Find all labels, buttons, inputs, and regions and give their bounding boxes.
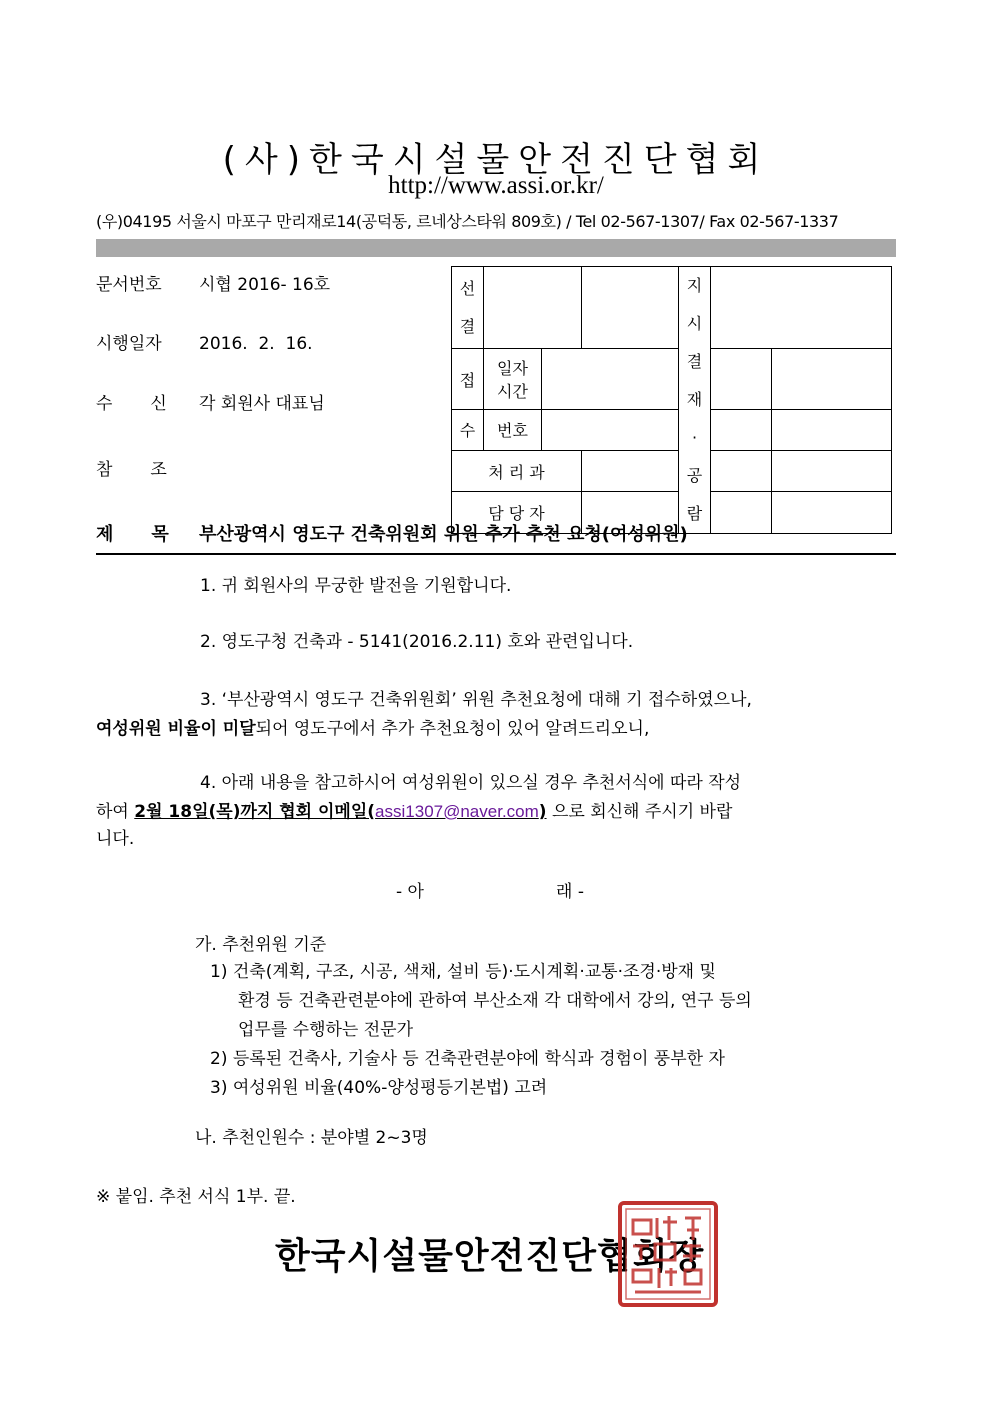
section-ga-title: 가. 추천위원 기준 xyxy=(195,935,327,955)
receipt-number-value xyxy=(542,410,679,451)
reference-row xyxy=(96,455,205,480)
org-address: (우)04195 서울시 마포구 만리재로14(공덕동, 르네상스타워 809호) / Tel 02-567-1307/ Fax 02-567-1337 xyxy=(96,212,839,231)
paragraph-3-line-2: 여성위원 비율이 미달되어 영도구에서 추가 추천요청이 있어 알려드리오니, xyxy=(96,719,650,739)
paragraph-4-line-3: 니다. xyxy=(96,829,135,849)
processing-dept-label: 처 리 과 xyxy=(452,450,582,492)
criteria-item-1-line-3: 업무를 수행하는 전문가 xyxy=(238,1020,414,1040)
issue-date-label: 시행일자 xyxy=(96,334,162,354)
subject-divider xyxy=(96,553,896,555)
receipt-date-time-label: 일자 시간 xyxy=(484,349,542,410)
circulation-cell-2 xyxy=(772,349,892,410)
receipt-number-label: 번호 xyxy=(484,410,542,451)
official-seal-stamp xyxy=(617,1200,719,1308)
below-marker-right: 래 - xyxy=(556,882,584,902)
approval-sign-cell-2 xyxy=(582,267,679,349)
instruction-label-cell: 지 시 결 재 · 공 람 xyxy=(679,267,711,534)
doc-number-value: 시협 2016- 16호 xyxy=(199,275,331,295)
approval-box xyxy=(451,266,892,534)
section-na: 나. 추천인원수 : 분야별 2~3명 xyxy=(195,1128,428,1148)
circulation-cell-1 xyxy=(711,349,772,410)
approval-sign-cell-1 xyxy=(484,267,582,349)
paragraph-4-line-1: 4. 아래 내용을 참고하시어 여성위원이 있으실 경우 추천서식에 따라 작성 xyxy=(200,773,742,793)
issue-date-value: 2016. 2. 16. xyxy=(199,334,313,354)
attachment-note: ※ 붙임. 추천 서식 1부. 끝. xyxy=(96,1187,296,1207)
doc-number-label: 문서번호 xyxy=(96,275,162,295)
subject-text: 부산광역시 영도구 건축위원회 위원 추가 추천 요청(여성위원) xyxy=(199,524,688,545)
circulation-cell-7 xyxy=(711,492,772,534)
issue-date-row xyxy=(96,329,313,354)
org-title: (사)한국시설물안전진단협회 xyxy=(222,140,770,180)
criteria-item-1-line-1: 1) 건축(계획, 구조, 시공, 색채, 설비 등)·도시계획·교통·조경·방재 및 xyxy=(210,962,716,982)
circulation-cell-4 xyxy=(772,410,892,451)
circulation-cell-3 xyxy=(711,410,772,451)
circulation-cell-6 xyxy=(772,450,892,492)
circulation-cell-8 xyxy=(772,492,892,534)
paragraph-3-line-1: 3. ‘부산광역시 영도구 건축위원회’ 위원 추천요청에 대해 기 접수하였으나, xyxy=(200,690,752,710)
paragraph-2: 2. 영도구청 건축과 - 5141(2016.2.11) 호와 관련입니다. xyxy=(200,632,634,652)
person-in-charge-label: 담 당 자 xyxy=(452,492,582,534)
subject-label: 제목 xyxy=(96,524,207,545)
approval-label-cell: 선 결 xyxy=(452,267,484,349)
female-ratio-emphasis: 여성위원 비율이 미달 xyxy=(96,719,256,739)
receipt-label-bottom: 수 xyxy=(452,410,484,451)
criteria-item-2: 2) 등록된 건축사, 기술사 등 건축관련분야에 학식과 경험이 풍부한 자 xyxy=(210,1049,725,1069)
recipient-row xyxy=(96,389,325,414)
issuer-signature: 한국시설물안전진단협회장 xyxy=(275,1235,705,1277)
criteria-item-3: 3) 여성위원 비율(40%-양성평등기본법) 고려 xyxy=(210,1078,548,1098)
reference-label: 참조 xyxy=(96,460,205,480)
instruction-area xyxy=(711,267,892,349)
receipt-date-value xyxy=(542,349,679,410)
org-url: http://www.assi.or.kr/ xyxy=(388,172,604,199)
doc-number-row xyxy=(96,270,330,295)
receipt-label-top: 접 xyxy=(452,349,484,410)
recipient-value: 각 회원사 대표님 xyxy=(199,394,325,414)
contact-email-link[interactable]: assi1307@naver.com xyxy=(375,802,539,821)
subject-row xyxy=(96,520,688,546)
processing-dept-value xyxy=(582,450,679,492)
deadline-emphasis: 2월 18일(목)까지 협회 이메일(assi1307@naver.com) xyxy=(134,802,547,822)
below-marker-left: - 아 xyxy=(396,882,424,902)
circulation-cell-5 xyxy=(711,450,772,492)
paragraph-4-line-2: 하여 2월 18일(목)까지 협회 이메일(assi1307@naver.com) 으로 회신해 주시기 바랍 xyxy=(96,802,733,822)
paragraph-1: 1. 귀 회원사의 무궁한 발전을 기원합니다. xyxy=(200,576,512,596)
criteria-item-1-line-2: 환경 등 건축관련분야에 관하여 부산소재 각 대학에서 강의, 연구 등의 xyxy=(238,991,752,1011)
recipient-label: 수신 xyxy=(96,394,205,414)
header-divider-band xyxy=(96,239,896,257)
